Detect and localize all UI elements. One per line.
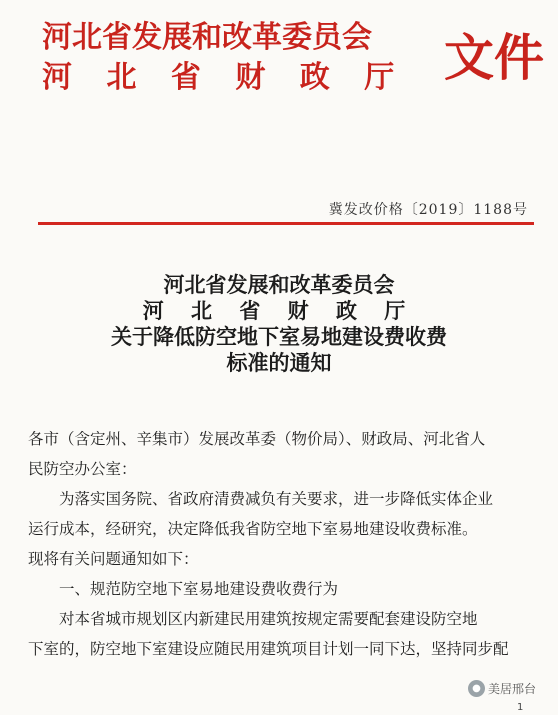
header-issuer-1: 河北省发展和改革委员会 [42, 20, 372, 55]
issuing-header [42, 18, 422, 98]
section-1-line-1: 对本省城市规划区内新建民用建筑按规定需要配套建设防空地 [59, 610, 478, 628]
title-line-3: 关于降低防空地下室易地建设费收费 [111, 324, 447, 349]
document-body [28, 424, 538, 664]
wechat-icon: ● [468, 680, 485, 697]
title-line-2: 河 北 省 财 政 厅 [142, 298, 416, 323]
watermark [468, 680, 536, 697]
document-number: 冀发改价格〔2019〕1188号 [328, 202, 528, 218]
section-heading-1 [28, 574, 538, 604]
header-wenjian: 文件 [444, 28, 544, 87]
intro-paragraph [28, 484, 538, 574]
title-line-1: 河北省发展和改革委员会 [163, 272, 395, 297]
intro-line-1: 为落实国务院、省政府清费减负有关要求，进一步降低实体企业 [59, 490, 494, 508]
intro-line-3: 现将有关问题通知如下： [28, 550, 199, 568]
page-number: 1 [517, 702, 524, 713]
recipient-line-1: 各市（含定州、辛集市）发展改革委（物价局）、财政局、河北省人 [28, 430, 486, 448]
recipient-line-2: 民防空办公室： [28, 460, 137, 478]
section-1-line-2: 下室的，防空地下室建设应随民用建筑项目计划一同下达，坚持同步配 [28, 640, 509, 658]
title-line-4: 标准的通知 [226, 350, 332, 375]
red-divider [38, 222, 534, 225]
intro-line-2: 运行成本，经研究，决定降低我省防空地下室易地建设收费标准。 [28, 520, 478, 538]
header-issuer-2: 河 北 省 财 政 厅 [42, 60, 407, 95]
watermark-text: 美居邢台 [488, 682, 537, 696]
section-1-title: 一、规范防空地下室易地建设费收费行为 [59, 580, 339, 598]
recipient-paragraph [28, 424, 538, 484]
section-1-paragraph [28, 604, 538, 664]
document-title [0, 272, 558, 376]
